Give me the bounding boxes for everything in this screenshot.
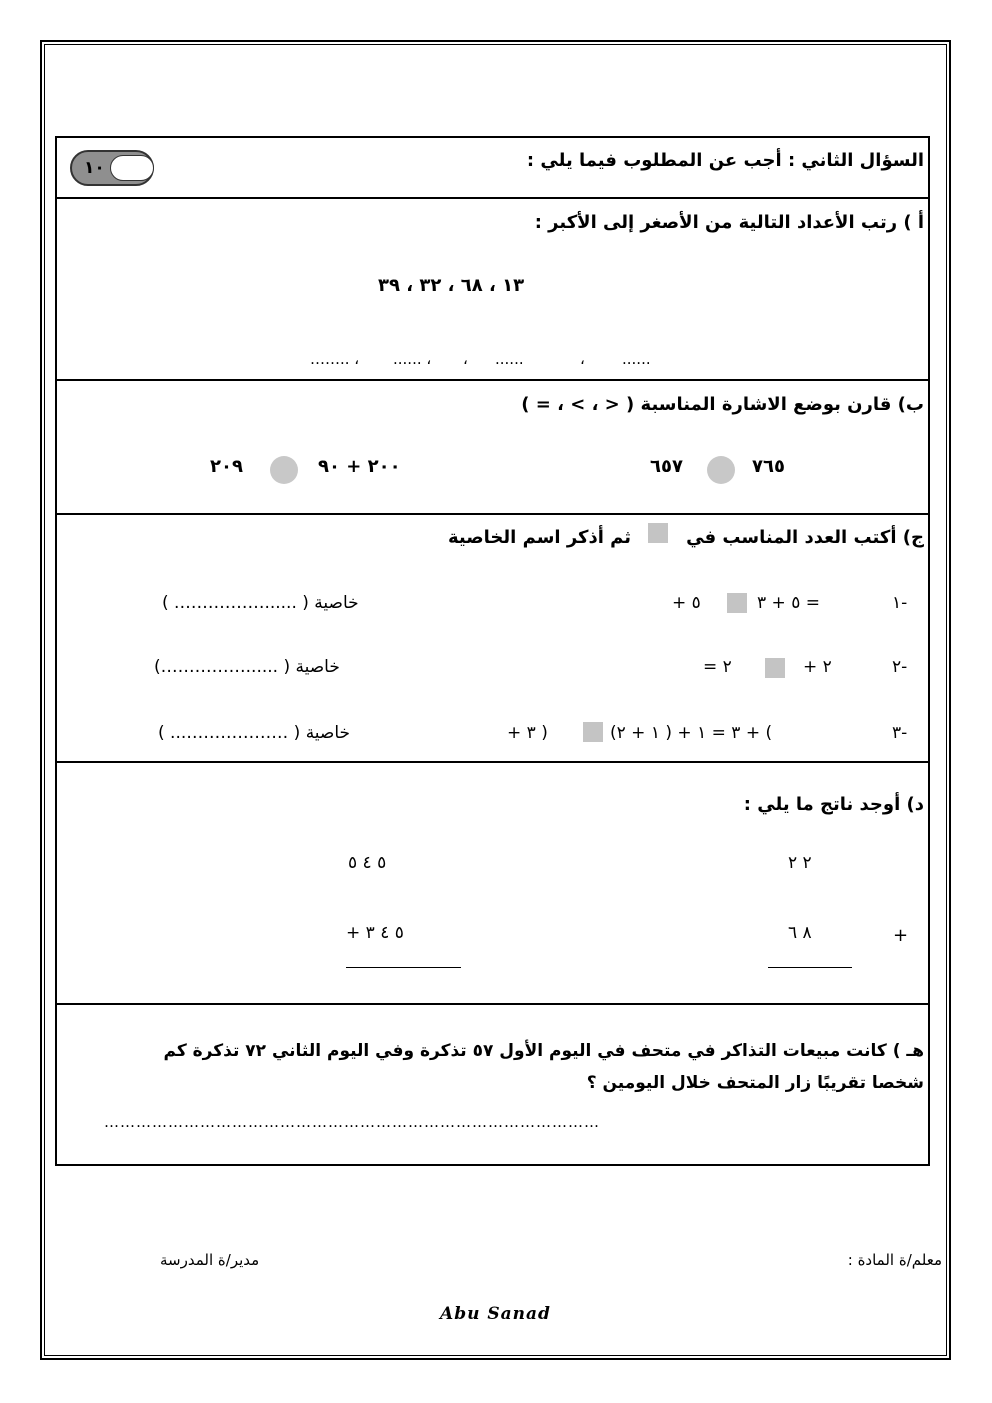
c3-expr-right: (١ + ٢ ) + ٣ = ١ + ( xyxy=(610,723,773,743)
compare-right-right: ٧٦٥ xyxy=(752,456,785,477)
c3-expr-left: + ٣ ) xyxy=(507,723,548,743)
divider-header xyxy=(55,197,930,199)
score-badge xyxy=(70,150,154,186)
score-value: ١٠ xyxy=(84,158,105,178)
d1-bottom: ٨ ٦ xyxy=(788,923,812,943)
d2-top: ٥ ٤ ٥ xyxy=(348,853,387,873)
part-a-sep-1: ، xyxy=(580,350,585,368)
divider-a xyxy=(55,379,930,381)
c1-number: ١- xyxy=(892,593,908,613)
author-signature: Abu Sanad xyxy=(440,1304,551,1324)
part-e-line1: هـ ) كانت مبيعات التذاكر في متحف في اليوم الأول ٥٧ تذكرة وفي اليوم الثاني ٧٢ تذكرة كم xyxy=(163,1041,924,1061)
c2-expr-right: + ٢ xyxy=(803,657,832,677)
question-title: السؤال الثاني : أجب عن المطلوب فيما يلي : xyxy=(526,150,924,171)
part-a-answer-4[interactable]: …….. ، xyxy=(310,350,360,368)
d1-plus: + xyxy=(893,925,909,946)
d2-result-line[interactable] xyxy=(346,967,461,968)
divider-d xyxy=(55,1003,930,1005)
part-b-prompt: ب) قارن بوضع الاشارة المناسبة ( < ، > ، = ) xyxy=(521,394,924,415)
principal-label: مدير/ة المدرسة xyxy=(160,1251,260,1269)
c2-number: ٢- xyxy=(892,657,908,677)
c2-property[interactable]: خاصية ( ......……………) xyxy=(154,657,340,677)
compare-circle-right[interactable] xyxy=(707,456,735,484)
compare-circle-left[interactable] xyxy=(270,456,298,484)
part-c-prompt-start: ج) أكتب العدد المناسب في xyxy=(686,527,924,548)
part-a-numbers: ١٣ ، ٦٨ ، ٣٢ ، ٣٩ xyxy=(378,275,525,296)
d1-result-line[interactable] xyxy=(768,967,852,968)
c2-blank[interactable] xyxy=(765,658,785,678)
part-a-prompt: أ ) رتب الأعداد التالية من الأصغر إلى الأكبر : xyxy=(534,212,924,233)
c1-expr-right: ٥ + ٣ = xyxy=(757,593,820,613)
compare-left-left: ٢٠٩ xyxy=(210,456,243,477)
teacher-label: معلم/ة المادة : xyxy=(847,1251,942,1269)
divider-b xyxy=(55,513,930,515)
divider-c xyxy=(55,761,930,763)
part-c-prompt-end: ثم أذكر اسم الخاصية xyxy=(448,527,632,548)
part-a-answer-1[interactable]: ...... xyxy=(622,350,651,368)
d2-bottom: + ٥ ٤ ٣ xyxy=(346,923,404,943)
c1-expr-left: + ٥ xyxy=(672,593,701,613)
c3-blank[interactable] xyxy=(583,722,603,742)
part-c-blank-square-icon xyxy=(648,523,668,543)
part-d-prompt: د) أوجد ناتج ما يلي : xyxy=(743,794,924,815)
part-e-answer-line[interactable]: ………………………………………………………………………………… xyxy=(104,1113,600,1131)
c3-property[interactable]: خاصية ( ………………... ) xyxy=(158,723,351,743)
c1-property[interactable]: خاصية ( ......……………. ) xyxy=(162,593,359,613)
part-a-answer-3[interactable]: ...... ، xyxy=(393,350,432,368)
part-a-answer-2[interactable]: ...... xyxy=(495,350,524,368)
compare-left-right: ٢٠٠ + ٩٠ xyxy=(318,456,401,477)
c1-blank[interactable] xyxy=(727,593,747,613)
c3-number: ٣- xyxy=(892,723,908,743)
part-a-sep-2: ، xyxy=(463,350,468,368)
compare-right-left: ٦٥٧ xyxy=(650,456,683,477)
score-slot xyxy=(110,155,154,181)
c2-expr-left: = ٢ xyxy=(703,657,732,677)
d1-top: ٢ ٢ xyxy=(788,853,812,873)
part-e-line2: شخصا تقريبًا زار المتحف خلال اليومين ؟ xyxy=(586,1073,924,1093)
